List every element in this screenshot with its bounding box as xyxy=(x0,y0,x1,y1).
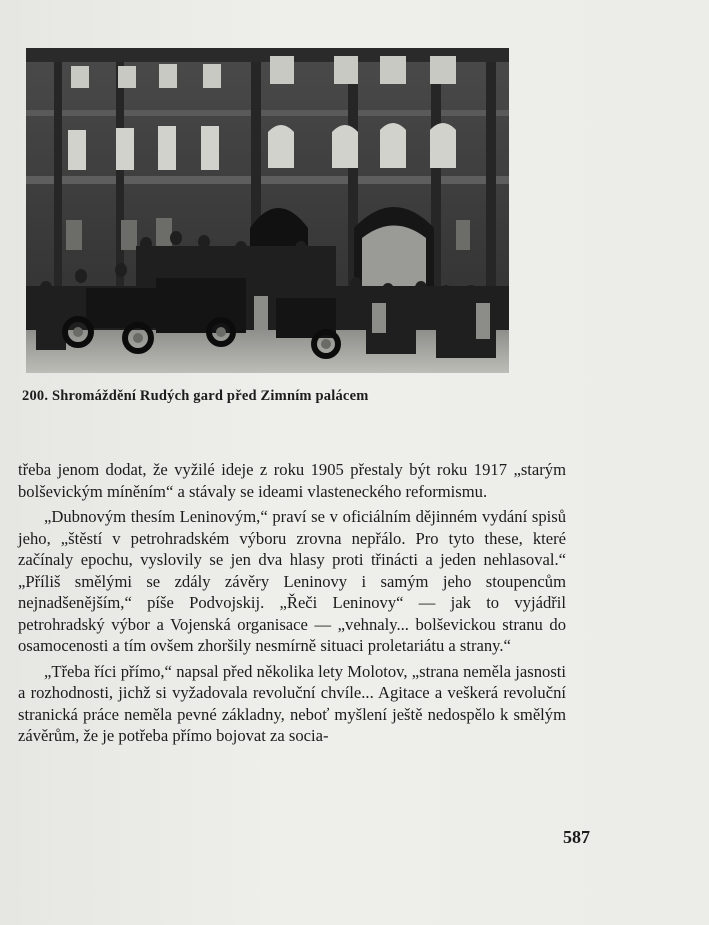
photo-caption: 200. Shromáždění Rudých gard před Zimním palácem xyxy=(22,388,369,404)
paragraph: třeba jenom dodat, že vyžilé ideje z roku 1905 přestaly být roku 1917 „starým bolševickým míněním“ a stávaly se ideami vlasteneckého reformismu. xyxy=(18,460,566,501)
paragraph: „Dubnovým thesím Leninovým,“ praví se v oficiálním dějinném vydání spisů jeho, „štěstí v petrohradském výboru zrovna nepřálo. Pro tyto these, které začínaly epochu, vyslovily se jen dva hlasy proti třinácti a jeden nehlasoval.“ „Příliš smělými se zdály závěry Leninovy i samým jeho stoupencům nejnadšenějším,“ píše Podvojskij. „Řeči Leninovy“ — jak to vyjádřil petrohradský výbor a Vojenská organisace — „vehnaly... bolševickou stranu do osamocenosti a tím ovšem zhoršily nesmírně situaci proletariátu a strany.“ xyxy=(18,507,566,655)
body-text xyxy=(18,459,566,747)
page-number: 587 xyxy=(563,827,590,847)
historical-photo xyxy=(26,48,509,373)
paragraph: „Třeba říci přímo,“ napsal před několika lety Molotov, „strana neměla jasnosti a rozhodnosti, jichž si vyžadovala revoluční chvíle... Agitace a veškerá revoluční stranická práce neměla pevné základny, neboť myšlení ještě nedospělo k smělým závěrům, že je potřeba přímo bojovat za socia- xyxy=(18,661,566,745)
